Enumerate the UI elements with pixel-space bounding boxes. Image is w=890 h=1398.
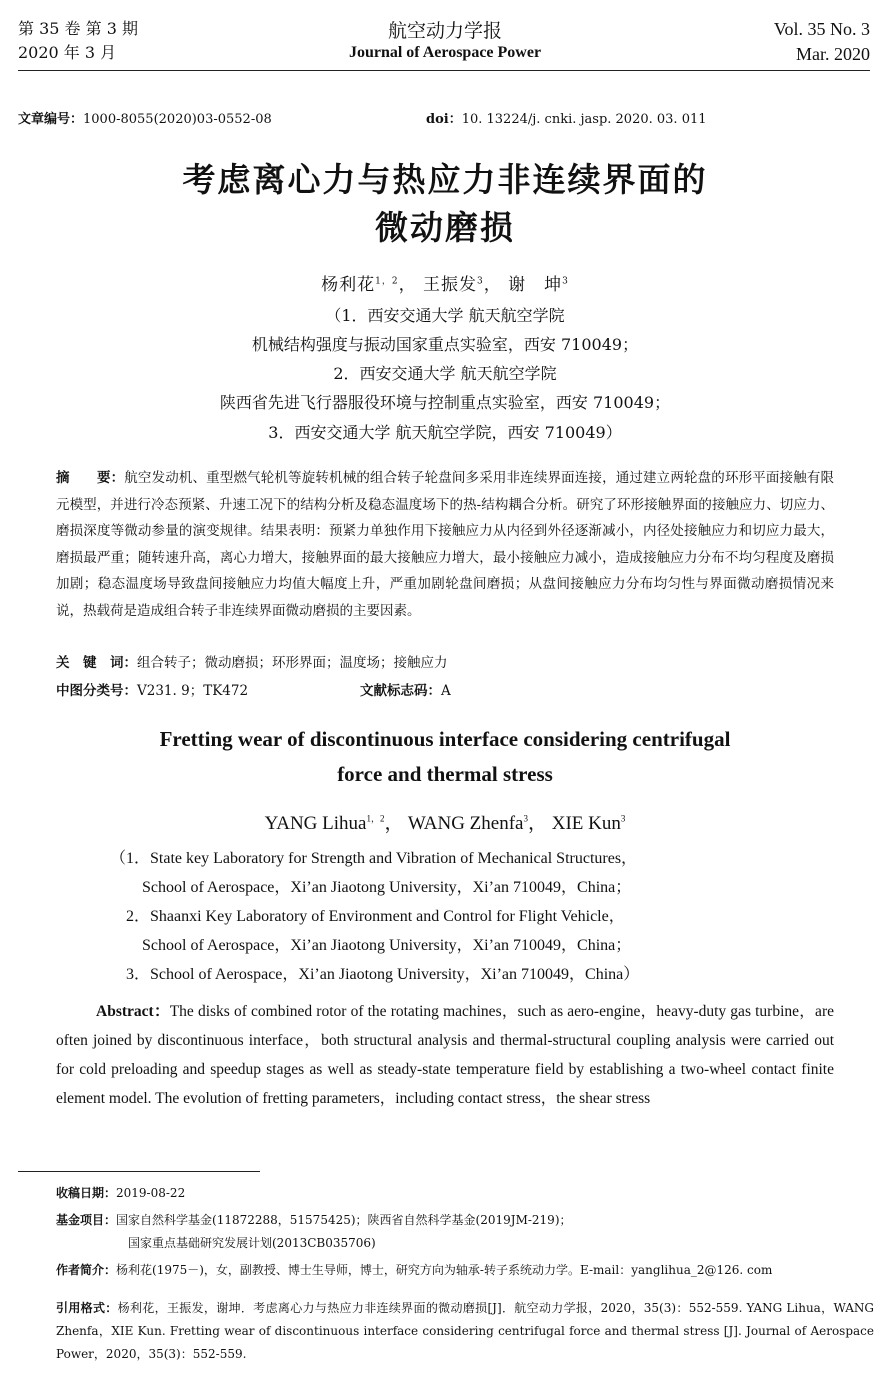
author-cn-3: 谢 坤 [508,275,563,295]
authors-en: YANG Lihua$^{1,2}$， WANG Zhenfa$^3$， XIE Kun$^3$ [264,813,626,834]
received-value: 2019-08-22 [116,1186,186,1200]
author-en-3-aff: 3 [620,813,626,824]
received-label: 收稿日期： [56,1186,117,1200]
fund-line1: 国家自然科学基金(11872288，51575425)；陕西省自然科学基金(2019JM-219)； [116,1213,572,1227]
document-code [360,679,451,699]
author-bio [56,1259,772,1281]
keywords-cn-text: 组合转子；微动磨损；环形界面；温度场；接触应力 [137,655,448,671]
keywords-cn [56,651,448,671]
affiliation-cn-3: 3．西安交通大学 航天航空学院，西安 710049） [268,423,622,442]
title-en-line2: force and thermal stress [337,762,553,786]
affiliation-en-3: 3．School of Aerospace，Xi’an Jiaotong University，Xi’an 710049，China） [126,966,640,983]
doi-value: 10. 13224/j. cnki. jasp. 2020. 03. 011 [461,112,707,127]
citation [56,1297,874,1366]
doc-code-value: A [441,683,451,699]
month-year-en: Mar. 2020 [796,44,870,64]
clc-label: 中图分类号： [56,683,137,699]
author-cn-2-aff: 3 [476,276,484,287]
affiliation-cn-2b: 陕西省先进飞行器服役环境与控制重点实验室，西安 710049； [219,393,671,412]
affiliation-cn-2: 2．西安交通大学 航天航空学院 [333,364,557,383]
affiliation-en-2b: School of Aerospace，Xi’an Jiaotong University，Xi’an 710049，China； [142,937,632,954]
abstract-cn [56,465,834,624]
article-number-label: 文章编号： [18,112,84,127]
authors-cn: 杨利花$^{1,2}$， 王振发$^3$， 谢 坤$^3$ [321,275,569,295]
doc-code-label: 文献标志码： [360,683,441,699]
author-en-1: YANG Lihua [264,813,367,834]
author-bio-text: 杨利花(1975－)，女，副教授、博士生导师，博士，研究方向为轴承-转子系统动力学。E-mail：yanglihua_2@126. com [116,1263,773,1277]
author-bio-label: 作者简介： [56,1263,117,1277]
fund-project [56,1209,572,1231]
abstract-en-text: The disks of combined rotor of the rotating machines，such as aero-engine，heavy-duty gas turbine，are often joined by discontinuous interface，both structural analysis and thermal-structural coupling analysis were carried out for cold preloading and speedup stages as well as steady-state temperature field by establishing a two-wheel contact finite element model. The evolution of fretting parameters，including contact stress，the shear stress [56,1003,834,1107]
author-cn-1: 杨利花 [321,275,376,295]
keywords-cn-label: 关 键 词： [56,655,137,671]
title-en-line1: Fretting wear of discontinuous interface considering centrifugal [159,727,731,751]
affiliation-en-2: 2．Shaanxi Key Laboratory of Environment and Control for Flight Vehicle， [126,908,625,925]
author-cn-1-aff: 1，2 [375,276,399,287]
author-en-2: WANG Zhenfa [407,813,524,834]
affiliation-cn-1b: 机械结构强度与振动国家重点实验室，西安 710049； [251,335,639,354]
title-cn-line1: 考虑离心力与热应力非连续界面的 [182,160,708,199]
abstract-en [56,997,834,1113]
abstract-en-label: Abstract： [96,1003,170,1020]
journal-name-en: Journal of Aerospace Power [348,44,542,61]
citation-label: 引用格式： [56,1301,118,1315]
header-rule [18,70,870,71]
received-date [56,1182,185,1204]
clc-value: V231. 9；TK472 [137,683,249,699]
fund-line2: 国家重点基础研究发展计划(2013CB035706) [128,1236,376,1250]
footnote-rule [18,1171,260,1172]
author-cn-2: 王振发 [422,275,477,295]
abstract-cn-text: 航空发动机、重型燃气轮机等旋转机械的组合转子轮盘间多采用非连续界面连接，通过建立两轮盘的环形平面接触有限元模型，并进行冷态预紧、升速工况下的结构分析及稳态温度场下的热-结构耦合分析。研究了环形接触界面的接触应力、切应力、磨损深度等微动参量的演变规律。结果表明：预紧力单独作用下接触应力从内径到外径逐渐减小，内径处接触应力和切应力最大，磨损最严重；随转速升高，离心力增大，接触界面的最大接触应力增大，最小接触应力减小，造成接触应力分布不均匀程度及磨损加剧；稳态温度场导致盘间接触应力均值大幅度上升，严重加剧轮盘间磨损；从盘间接触应力分布均匀性与界面微动磨损情况来说，热载荷是造成组合转子非连续界面微动磨损的主要因素。 [56,470,835,619]
doi-label: doi： [426,112,462,127]
article-number-value: 1000-8055(2020)03-0552-08 [83,112,272,127]
author-en-2-aff: 3 [523,813,528,824]
volume-issue: 第 35 卷 第 3 期 [18,19,138,38]
affiliation-en-1: （1．State key Laboratory for Strength and Vibration of Mechanical Structures， [110,850,638,867]
fund-label: 基金项目： [56,1213,117,1227]
journal-name-cn: 航空动力学报 [387,20,502,42]
clc-number [56,679,248,699]
citation-text: 杨利花，王振发，谢坤．考虑离心力与热应力非连续界面的微动磨损[J]．航空动力学报，2020，35(3)：552-559. YANG Lihua，WANG Zhenfa，XIE Kun. Fretting wear of discontinuous interface considering centrifugal force and thermal stress [J]. Journal of Aerospace Power，2020，35(3)：552-559. [56,1301,874,1361]
article-number [18,108,272,127]
affiliation-en-1b: School of Aerospace，Xi’an Jiaotong University，Xi’an 710049，China； [142,879,632,896]
publication-date: 2020 年 3 月 [18,43,117,62]
affiliation-cn-1: （1．西安交通大学 航天航空学院 [325,306,565,325]
author-en-1-aff: 1，2 [366,813,385,824]
author-cn-3-aff: 3 [562,276,569,287]
vol-no-en: Vol. 35 No. 3 [773,19,870,39]
title-cn-line2: 微动磨损 [375,208,515,247]
doi [426,108,707,127]
abstract-cn-label: 摘 要： [56,470,125,486]
author-en-3: XIE Kun [551,813,621,834]
